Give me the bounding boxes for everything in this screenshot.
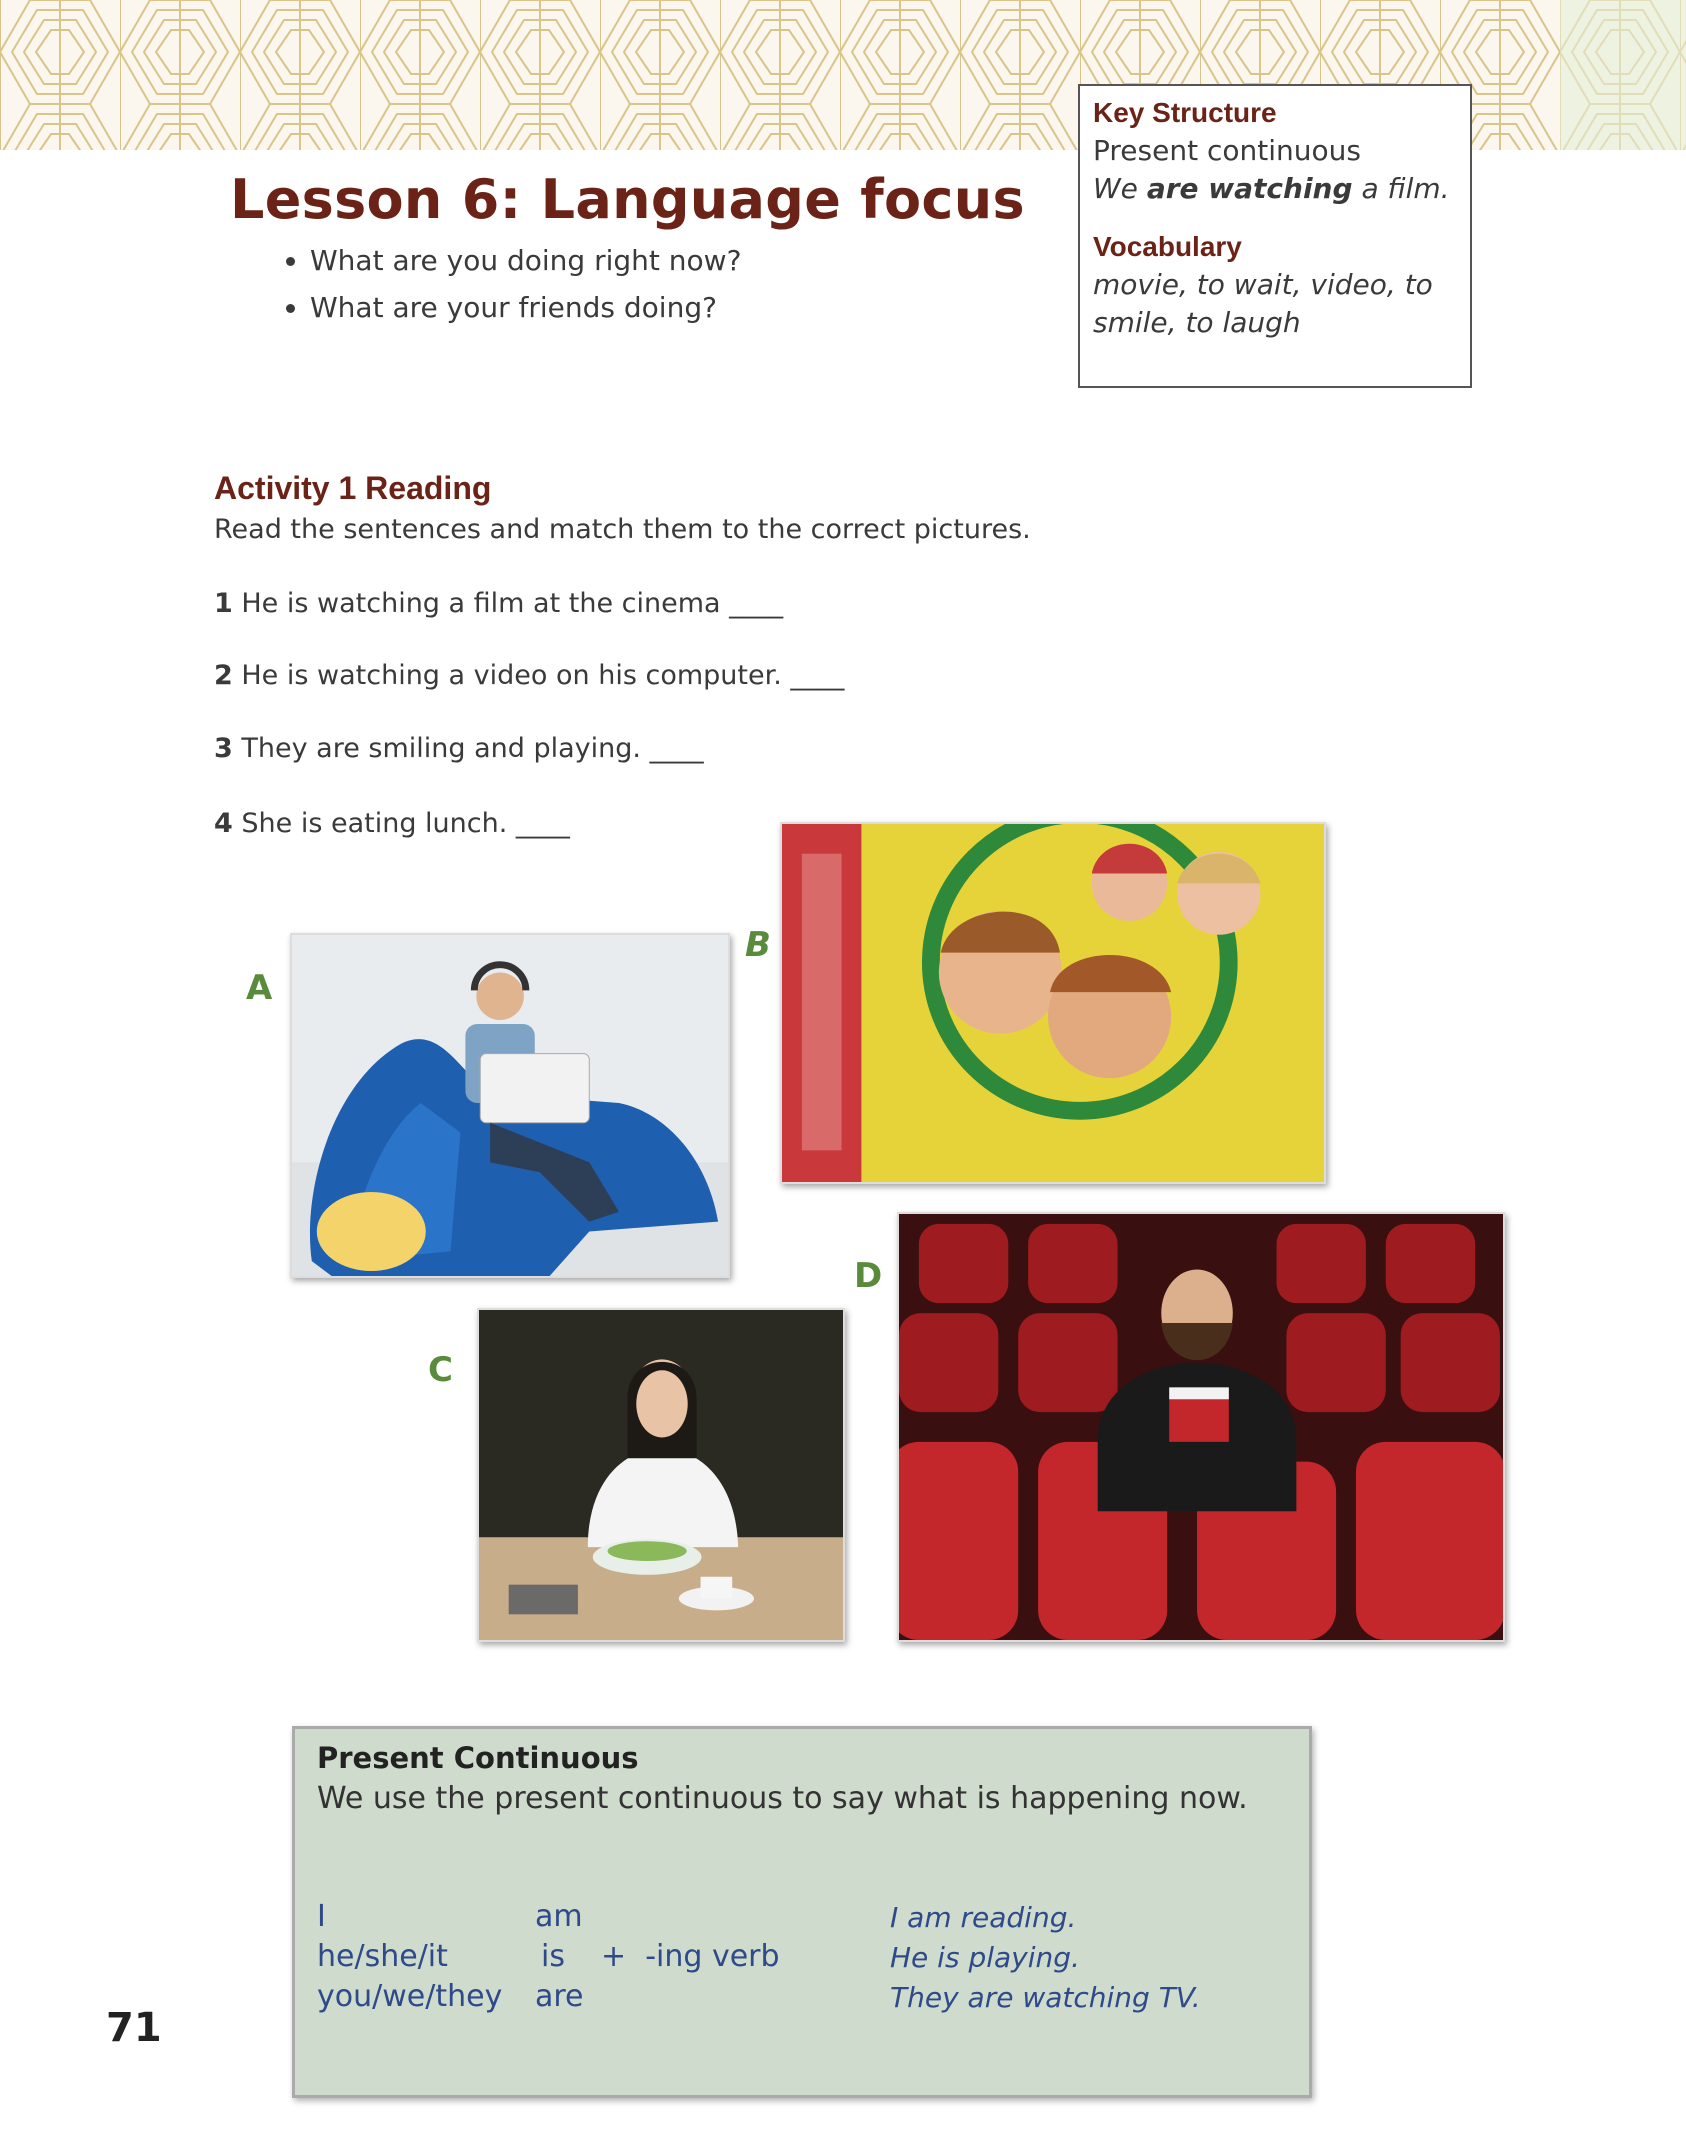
- sentence-item: [214, 808, 570, 839]
- grammar-example: They are watching TV.: [890, 1981, 1201, 2014]
- picture-label-c: C: [428, 1350, 453, 1390]
- example-verb: are watching: [1146, 172, 1353, 205]
- key-structure-heading: Key Structure: [1093, 97, 1277, 128]
- key-structure-box: [1078, 84, 1472, 388]
- activity-instruction: Read the sentences and match them to the correct pictures.: [214, 514, 1031, 545]
- vocabulary-line: movie, to wait, video, to: [1093, 268, 1433, 301]
- grammar-box: [292, 1726, 1312, 2098]
- key-structure-name: Present continuous: [1093, 134, 1361, 167]
- grammar-subject: I: [317, 1899, 326, 1934]
- sentence-text: He is watching a video on his computer. ____: [232, 660, 845, 691]
- picture-label-d: D: [854, 1256, 883, 1296]
- sentence-text: She is eating lunch. ____: [232, 808, 570, 839]
- grammar-heading: Present Continuous: [317, 1741, 639, 1775]
- man-in-cinema-photo: [897, 1212, 1505, 1642]
- grammar-subject: he/she/it: [317, 1939, 448, 1974]
- sentence-item: [214, 660, 844, 691]
- grammar-description: We use the present continuous to say what is happening now.: [317, 1781, 1248, 1816]
- picture-label-a: A: [246, 968, 273, 1008]
- sentence-number: 4: [214, 808, 233, 839]
- key-structure-example: [1093, 170, 1457, 208]
- grammar-example: I am reading.: [890, 1901, 1077, 1934]
- sentence-number: 3: [214, 733, 233, 764]
- example-object: a film.: [1361, 172, 1450, 205]
- lesson-title: Lesson 6: Language focus: [230, 168, 1025, 231]
- children-playground-photo: [780, 822, 1326, 1184]
- sentence-item: [214, 733, 704, 764]
- grammar-verb: is: [541, 1939, 565, 1974]
- grammar-subject: you/we/they: [317, 1979, 503, 2014]
- sentence-number: 1: [214, 588, 233, 619]
- sentence-item: [214, 588, 783, 619]
- vocabulary-heading: Vocabulary: [1093, 231, 1242, 262]
- question-item: • What are your friends doing?: [310, 291, 741, 324]
- sentence-number: 2: [214, 660, 233, 691]
- sentence-text: They are smiling and playing. ____: [232, 733, 704, 764]
- activity-heading: Activity 1 Reading: [214, 470, 492, 506]
- woman-eating-lunch-photo: [477, 1308, 845, 1642]
- grammar-verb: am: [535, 1899, 583, 1934]
- grammar-verb: are: [535, 1979, 584, 2014]
- grammar-rule: + -ing verb: [601, 1939, 780, 1974]
- page-number: 71: [106, 2005, 162, 2051]
- question-item: • What are you doing right now?: [310, 244, 741, 277]
- lesson-questions: [265, 244, 741, 338]
- vocabulary-line: smile, to laugh: [1093, 306, 1301, 339]
- man-with-laptop-photo: [290, 933, 730, 1278]
- example-subject: We: [1093, 172, 1138, 205]
- grammar-example: He is playing.: [890, 1941, 1080, 1974]
- sentence-text: He is watching a film at the cinema ____: [232, 588, 784, 619]
- picture-label-b: B: [745, 925, 771, 965]
